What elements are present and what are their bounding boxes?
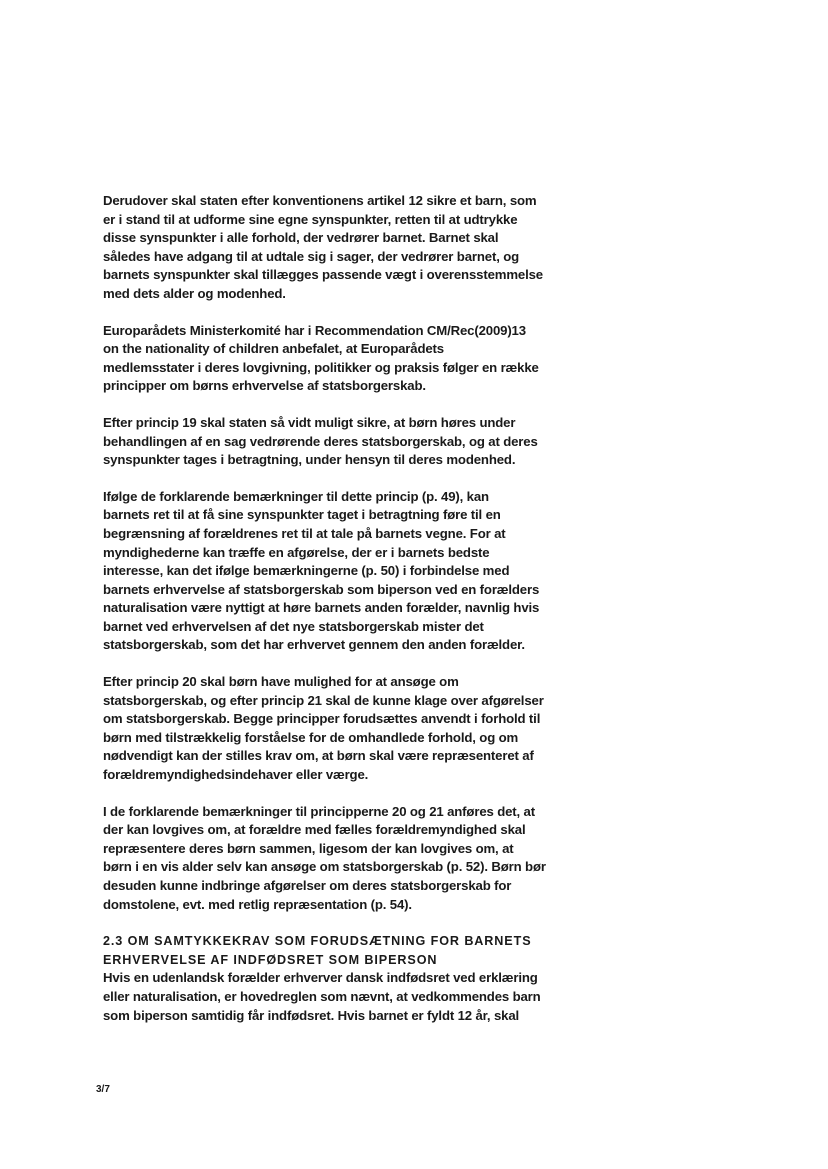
text-line: behandlingen af en sag vedrørende deres statsborgerskab, og at deres [103,433,538,449]
document-body [103,192,548,1043]
text-line: barnet ved erhvervelsen af det nye statsborgerskab mister det [103,618,484,634]
text-line: domstolene, evt. med retlig repræsentation (p. 54). [103,896,412,912]
paragraph-convention-article-12 [103,192,548,304]
heading-line: ERHVERVELSE AF INDFØDSRET SOM BIPERSON [103,952,438,967]
text-line: nødvendigt kan der stilles krav om, at børn skal være repræsenteret af [103,748,534,764]
paragraph-forklarende-bemaerkninger-20-21 [103,803,548,915]
text-line: principper om børns erhvervelse af statsborgerskab. [103,378,426,394]
text-line: om statsborgerskab. Begge principper forudsættes anvendt i forhold til [103,711,541,727]
text-line: interesse, kan det ifølge bemærkningerne (p. 50) i forbindelse med [103,563,510,579]
text-line: med dets alder og modenhed. [103,285,286,301]
text-line: naturalisation være nyttigt at høre barnets anden forælder, navnlig hvis [103,600,540,616]
paragraph-forklarende-bemaerkninger-49 [103,488,548,655]
text-line: medlemsstater i deres lovgivning, politikker og praksis følger en række [103,359,539,375]
page-number: 3/7 [96,1084,110,1095]
text-line: barnets synspunkter skal tillægges passende vægt i overensstemmelse [103,267,543,283]
text-line: on the nationality of children anbefalet, at Europarådets [103,341,444,357]
text-line: Efter princip 20 skal børn have mulighed for at ansøge om [103,674,459,690]
text-line: begrænsning af forældrenes ret til at tale på barnets vegne. For at [103,525,506,541]
text-line: repræsentere deres børn sammen, ligesom der kan lovgives om, at [103,840,514,856]
text-line: børn i en vis alder selv kan ansøge om statsborgerskab (p. 52). Børn bør [103,859,546,875]
text-line: myndighederne kan træffe en afgørelse, der er i barnets bedste [103,544,490,560]
paragraph-princip-20-21 [103,673,548,785]
text-line: Europarådets Ministerkomité har i Recommendation CM/Rec(2009)13 [103,322,526,338]
text-line: Hvis en udenlandsk forælder erhverver dansk indfødsret ved erklæring [103,970,538,986]
paragraph-hovedregel [103,969,548,1025]
text-line: barnets ret til at få sine synspunkter taget i betragtning føre til en [103,507,501,523]
text-line: Ifølge de forklarende bemærkninger til dette princip (p. 49), kan [103,488,489,504]
text-line: børn med tilstrækkelig forståelse for de omhandlede forhold, og om [103,729,519,745]
text-line: statsborgerskab, som det har erhvervet gennem den anden forælder. [103,637,525,653]
text-line: desuden kunne indbringe afgørelser om deres statsborgerskab for [103,878,512,893]
paragraph-princip-19 [103,414,548,470]
text-line: forældremyndighedsindehaver eller værge. [103,767,369,783]
heading-line: 2.3 OM SAMTYKKEKRAV SOM FORUDSÆTNING FOR BARNETS [103,934,532,949]
text-line: eller naturalisation, er hovedreglen som nævnt, at vedkommendes barn [103,988,541,1004]
text-line: statsborgerskab, og efter princip 21 skal de kunne klage over afgørelser [103,692,544,708]
section-heading-2-3 [103,932,548,969]
text-line: er i stand til at udforme sine egne synspunkter, retten til at udtrykke [103,211,518,227]
text-line: synspunkter tages i betragtning, under hensyn til deres modenhed. [103,452,516,468]
text-line: Efter princip 19 skal staten så vidt muligt sikre, at børn høres under [103,414,516,430]
text-line: som biperson samtidig får indfødsret. Hvis barnet er fyldt 12 år, skal [103,1007,520,1023]
text-line: der kan lovgives om, at forældre med fælles forældremyndighed skal [103,822,526,838]
paragraph-ministerkomite [103,322,548,396]
text-line: således have adgang til at udtale sig i sager, der vedrører barnet, og [103,248,520,264]
text-line: barnets erhvervelse af statsborgerskab som biperson ved en forælders [103,581,540,597]
text-line: I de forklarende bemærkninger til principperne 20 og 21 anføres det, at [103,803,535,819]
text-line: disse synspunkter i alle forhold, der vedrører barnet. Barnet skal [103,230,499,246]
text-line: Derudover skal staten efter konventionens artikel 12 sikre et barn, som [103,193,537,208]
